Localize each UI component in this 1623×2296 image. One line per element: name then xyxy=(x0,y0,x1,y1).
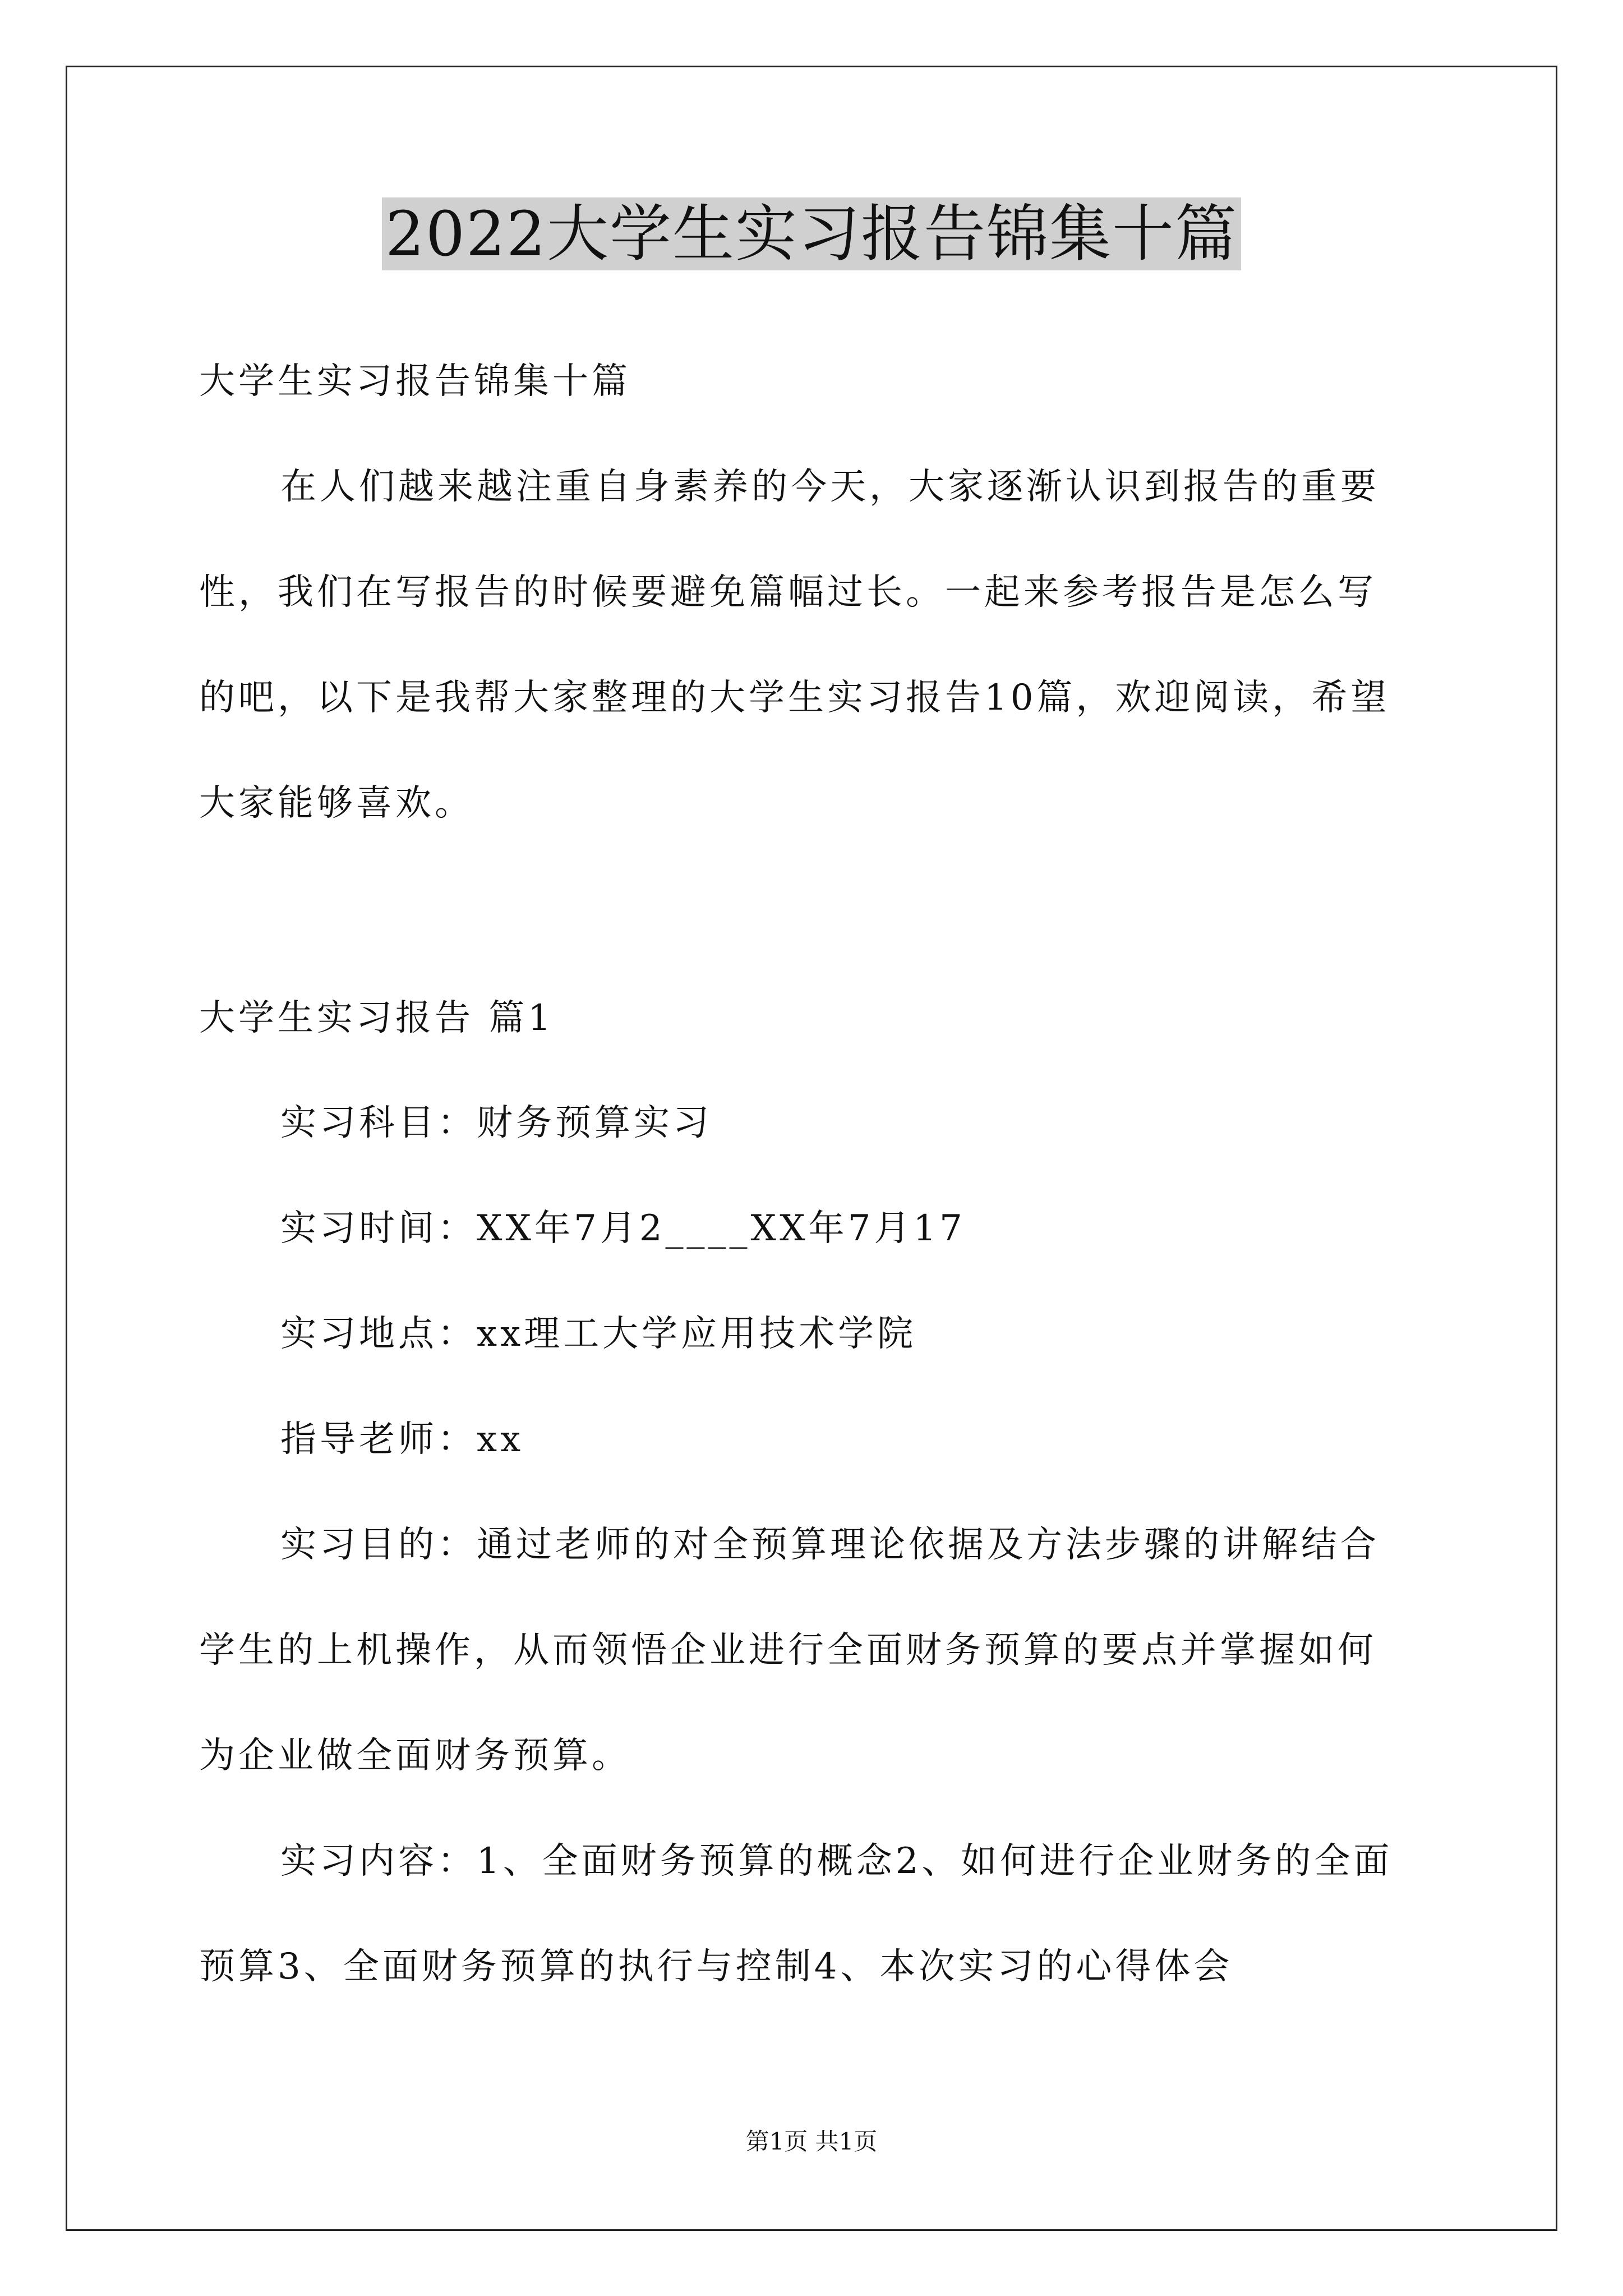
paragraph-line: 学生的上机操作，从而领悟企业进行全面财务预算的要点并掌握如何 xyxy=(199,1630,1377,1671)
paragraph-line: 实习科目：财务预算实习 xyxy=(280,1102,712,1144)
paragraph-line: 实习地点：xx理工大学应用技术学院 xyxy=(280,1313,917,1355)
section-heading: 大学生实习报告 篇1 xyxy=(199,997,555,1039)
paragraph-line: 指导老师：xx xyxy=(280,1419,524,1460)
document-title: 2022大学生实习报告锦集十篇 xyxy=(382,197,1241,270)
paragraph-line: 预算3、全面财务预算的执行与控制4、本次实习的心得体会 xyxy=(199,1946,1233,1987)
paragraph-line: 性，我们在写报告的时候要避免篇幅过长。一起来参考报告是怎么写 xyxy=(199,572,1377,613)
paragraph-line: 在人们越来越注重自身素养的今天，大家逐渐认识到报告的重要 xyxy=(280,466,1380,508)
paragraph-line: 的吧，以下是我帮大家整理的大学生实习报告10篇，欢迎阅读，希望 xyxy=(199,677,1390,719)
paragraph-line: 实习目的：通过老师的对全预算理论依据及方法步骤的讲解结合 xyxy=(280,1524,1380,1566)
title-container xyxy=(0,197,1623,270)
page-footer: 第1页 共1页 xyxy=(745,2128,878,2155)
paragraph-line: 实习时间：XX年7月2____XX年7月17 xyxy=(280,1208,966,1249)
paragraph-line: 为企业做全面财务预算。 xyxy=(199,1735,631,1777)
subtitle-line: 大学生实习报告锦集十篇 xyxy=(199,361,631,402)
paragraph-line: 大家能够喜欢。 xyxy=(199,783,474,824)
paragraph-line: 实习内容：1、全面财务预算的概念2、如何进行企业财务的全面 xyxy=(280,1841,1393,1882)
